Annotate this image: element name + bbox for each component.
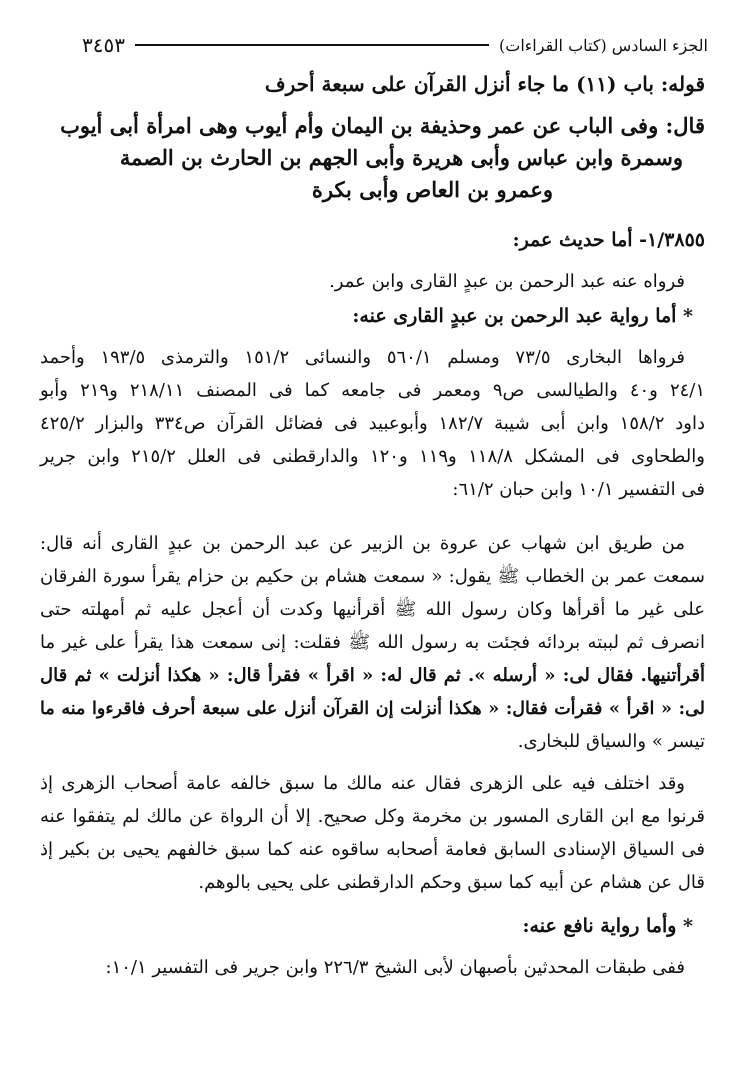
takhrij-line: داود ١٥٨/٢ وابن أبى شيبة ١٨٢/٧ وأبوعبيد فى فضائل القرآن ص٣٣٤ والبزار ٤٢٥/٢ [40, 413, 705, 434]
qal-line: قال: وفى الباب عن عمر وحذيفة بن اليمان وأم أيوب وهى امرأة أبى أيوب [60, 113, 705, 138]
nafi-line: ففى طبقات المحدثين بأصبهان لأبى الشيخ ٢٢٦/٣ وابن جرير فى التفسير ١٠/١: [105, 957, 685, 978]
page-number: ٣٤٥٣ [82, 33, 125, 57]
header-rule [135, 44, 489, 46]
ikhtilaf-line: قال عن هشام عن أبيه كما سبق وحكم الدارقطنى على يحيى بالوهم. [198, 872, 705, 893]
sub-title-nafi: * وأما رواية نافع عنه: [522, 915, 693, 937]
page-header [82, 30, 708, 60]
takhrij-line: فرواها البخارى ٧٣/٥ ومسلم ٥٦٠/١ والنسائى ١٥١/٢ والترمذى ١٩٣/٥ وأحمد [40, 347, 686, 368]
qal-line: وعمرو بن العاص وأبى بكرة [311, 177, 553, 202]
hadith-line: على غير ما أقرأها وكان رسول الله ﷺ أقرأنيها وكدت أن أعجل عليه ثم أمهلته حتى [40, 599, 705, 620]
section-title-umar: ١/٣٨٥٥- أما حديث عمر: [512, 229, 705, 251]
hadith-line: تيسر » والسياق للبخارى. [517, 731, 705, 752]
section-intro: فرواه عنه عبد الرحمن بن عبدٍ القارى وابن عمر. [329, 271, 685, 292]
ikhtilaf-line: وقد اختلف فيه على الزهرى فقال عنه مالك ما سبق خالفه عامة أصحاب الزهرى إذ [40, 773, 685, 794]
hadith-line: انصرف ثم لببته بردائه فجئت به رسول الله ﷺ فقلت: إنى سمعت هذا يقرأ على غير ما [40, 632, 705, 653]
takhrij-line: فى التفسير ١٠/١ وابن حبان ٦١/٢: [452, 479, 705, 500]
takhrij-line: ٢٤/١ و٤٠ والطيالسى ص٩ ومعمر فى جامعه كما فى المصنف ٢١٨/١١ و٢١٩ وأبو [40, 380, 706, 401]
takhrij-line: والطحاوى فى المشكل ١١٨/٨ و١١٩ و١٢٠ والدارقطنى فى العلل ٢١٥/٢ وابن جرير [40, 446, 705, 467]
chapter-title: قوله: باب (١١) ما جاء أنزل القرآن على سبعة أحرف [264, 72, 705, 96]
ikhtilaf-line: قرنوا مع ابن القارى المسور بن مخرمة وكل صحيح. إلا أن الرواة عن مالك لم يتفقوا عنه [40, 806, 705, 827]
hadith-line: سمعت عمر بن الخطاب ﷺ يقول: « سمعت هشام بن حكيم بن حزام يقرأ سورة الفرقان [40, 566, 705, 587]
running-title: الجزء السادس (كتاب القراءات) [499, 35, 708, 55]
hadith-line: من طريق ابن شهاب عن عروة بن الزبير عن عبد الرحمن بن عبدٍ القارى أنه قال: [40, 533, 685, 554]
qal-line: وسمرة وابن عباس وأبى هريرة وأبى الجهم بن الحارث بن الصمة [119, 145, 683, 170]
hadith-line: أقرأتنيها. فقال لى: « أرسله ». ثم قال له: « اقرأ » فقرأ قال: « هكذا أنزلت » ثم قال [40, 665, 705, 686]
hadith-line: لى: « اقرأ » فقرأت فقال: « هكذا أنزلت إن القرآن أنزل على سبعة أحرف فاقرءوا منه ما [40, 699, 705, 719]
ikhtilaf-line: فى السياق الإسنادى السابق فعامة أصحابه ساقوه عنه كما سبق خالفهم يحيى بن بكير إذ [40, 839, 705, 860]
sub-title-abdulrahman: * أما رواية عبد الرحمن بن عبدٍ القارى عنه: [352, 305, 693, 327]
